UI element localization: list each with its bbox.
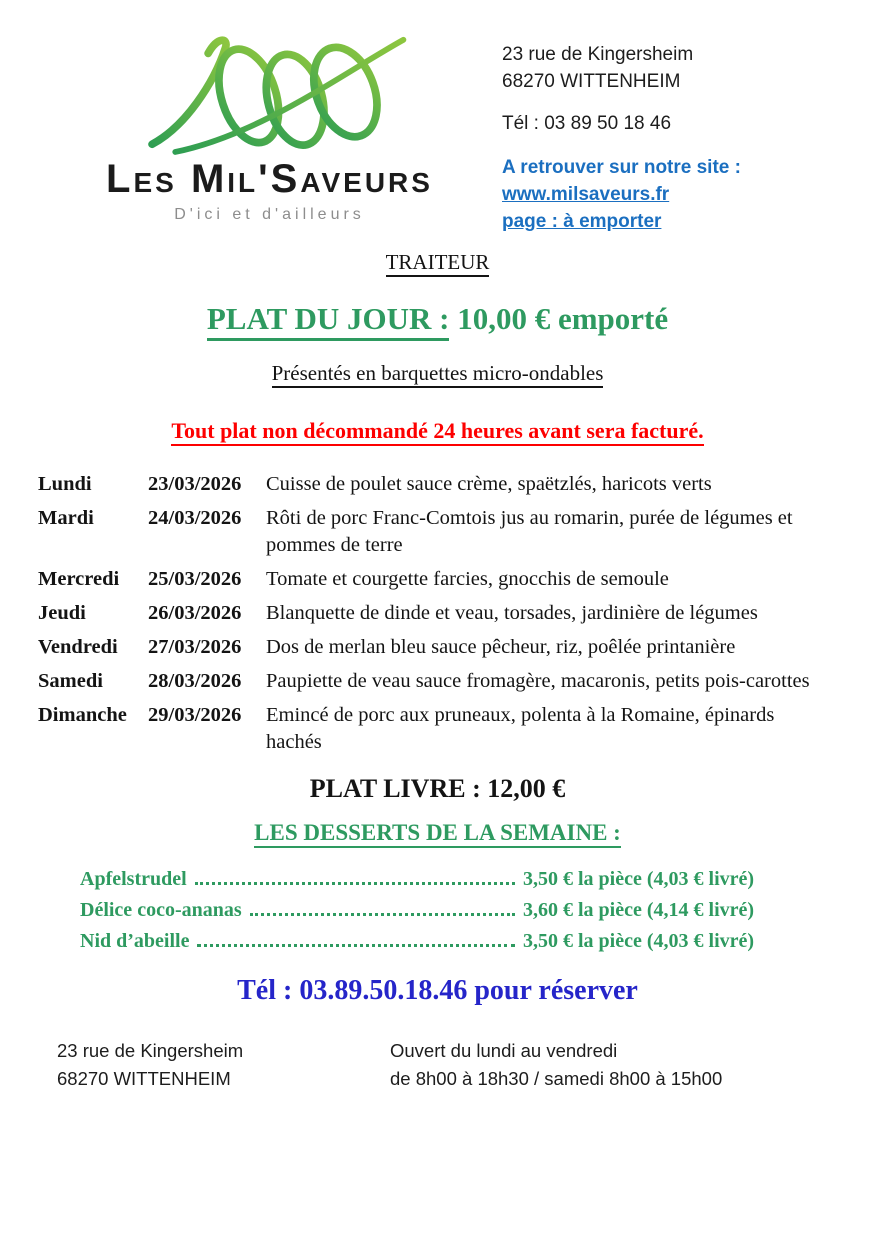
website-page-link[interactable]: page : à emporter bbox=[502, 210, 662, 232]
day-cell: Lundi bbox=[38, 472, 92, 495]
dot-leader bbox=[195, 882, 515, 885]
table-row bbox=[38, 505, 817, 559]
table-row bbox=[38, 600, 817, 627]
day-cell: Mercredi bbox=[38, 567, 120, 590]
table-row bbox=[38, 634, 817, 661]
dish-cell: Paupiette de veau sauce fromagère, macaronis, petits pois-carottes bbox=[266, 670, 810, 693]
date-cell: 23/03/2026 bbox=[148, 472, 242, 495]
plat-du-jour-label: PLAT DU JOUR : bbox=[207, 301, 450, 341]
date-cell: 28/03/2026 bbox=[148, 670, 242, 693]
date-cell: 25/03/2026 bbox=[148, 567, 242, 590]
desserts-title: LES DESSERTS DE LA SEMAINE : bbox=[0, 820, 875, 846]
contact-phone: Tél : 03 89 50 18 46 bbox=[502, 112, 672, 134]
table-row bbox=[38, 668, 817, 695]
dessert-price: 3,50 € la pièce (4,03 € livré) bbox=[523, 930, 755, 953]
plat-du-jour-price: 10,00 € emporté bbox=[449, 300, 669, 336]
dish-cell: Tomate et courgette farcies, gnocchis de semoule bbox=[266, 567, 669, 590]
dish-cell: Emincé de porc aux pruneaux, polenta à la Romaine, épinards hachés bbox=[266, 704, 775, 754]
footer-address bbox=[57, 1037, 390, 1093]
brand-name: Les Mil'Saveurs bbox=[106, 157, 433, 201]
dish-cell: Dos de merlan bleu sauce pêcheur, riz, poêlée printanière bbox=[266, 636, 736, 659]
contact-address-line2: 68270 WITTENHEIM bbox=[502, 70, 681, 92]
dish-cell: Cuisse de poulet sauce crème, spaëtzlés, haricots verts bbox=[266, 472, 712, 495]
dessert-name: Apfelstrudel bbox=[80, 868, 187, 891]
date-cell: 29/03/2026 bbox=[148, 704, 242, 727]
logo-block bbox=[42, 30, 497, 224]
date-cell: 27/03/2026 bbox=[148, 636, 242, 659]
table-row bbox=[38, 702, 817, 756]
day-cell: Samedi bbox=[38, 670, 103, 693]
dot-leader bbox=[250, 913, 515, 916]
dessert-price: 3,50 € la pièce (4,03 € livré) bbox=[523, 868, 755, 891]
website-url-link[interactable]: www.milsaveurs.fr bbox=[502, 183, 670, 205]
date-cell: 24/03/2026 bbox=[148, 506, 242, 529]
packaging-subtitle: Présentés en barquettes micro-ondables bbox=[0, 361, 875, 386]
dessert-name: Délice coco-ananas bbox=[80, 899, 242, 922]
section-title-traiteur: TRAITEUR bbox=[0, 250, 875, 275]
dessert-name: Nid d’abeille bbox=[80, 930, 190, 953]
cancellation-warning: Tout plat non décommandé 24 heures avant sera facturé. bbox=[0, 418, 875, 444]
weekly-menu-table bbox=[38, 471, 817, 756]
footer bbox=[0, 1037, 875, 1093]
footer-address-line1: 23 rue de Kingersheim bbox=[57, 1040, 244, 1062]
dish-cell: Rôti de porc Franc-Comtois jus au romarin, purée de légumes et pommes de terre bbox=[266, 506, 793, 556]
brand-swirl-1000-icon bbox=[125, 30, 415, 156]
date-cell: 26/03/2026 bbox=[148, 602, 242, 624]
day-cell: Dimanche bbox=[38, 704, 127, 727]
table-row bbox=[38, 471, 817, 498]
header bbox=[0, 0, 875, 236]
contact-address-line1: 23 rue de Kingersheim bbox=[502, 44, 694, 65]
day-cell: Jeudi bbox=[38, 602, 86, 624]
footer-hours bbox=[390, 1037, 722, 1093]
footer-hours-line1: Ouvert du lundi au vendredi bbox=[390, 1040, 618, 1062]
website-block bbox=[502, 155, 837, 236]
brand-tagline: D'ici et d'ailleurs bbox=[174, 206, 365, 223]
dot-leader bbox=[197, 944, 515, 947]
plat-du-jour-heading bbox=[0, 301, 875, 337]
dessert-price: 3,60 € la pièce (4,14 € livré) bbox=[523, 899, 755, 922]
plat-livre-heading: PLAT LIVRE : 12,00 € bbox=[309, 774, 566, 804]
list-item bbox=[80, 930, 807, 953]
list-item bbox=[80, 899, 807, 922]
footer-hours-line2: de 8h00 à 18h30 / samedi 8h00 à 15h00 bbox=[390, 1067, 723, 1089]
footer-address-line2: 68270 WITTENHEIM bbox=[57, 1067, 231, 1089]
list-item bbox=[80, 868, 807, 891]
desserts-list bbox=[80, 868, 807, 953]
day-cell: Vendredi bbox=[38, 636, 118, 659]
dish-cell: Blanquette de dinde et veau, torsades, jardinière de légumes bbox=[266, 602, 758, 624]
website-intro: A retrouver sur notre site : bbox=[502, 156, 741, 178]
contact-block bbox=[502, 30, 837, 236]
table-row bbox=[38, 566, 817, 593]
reservation-phone: Tél : 03.89.50.18.46 pour réserver bbox=[237, 975, 638, 1007]
day-cell: Mardi bbox=[38, 506, 94, 529]
